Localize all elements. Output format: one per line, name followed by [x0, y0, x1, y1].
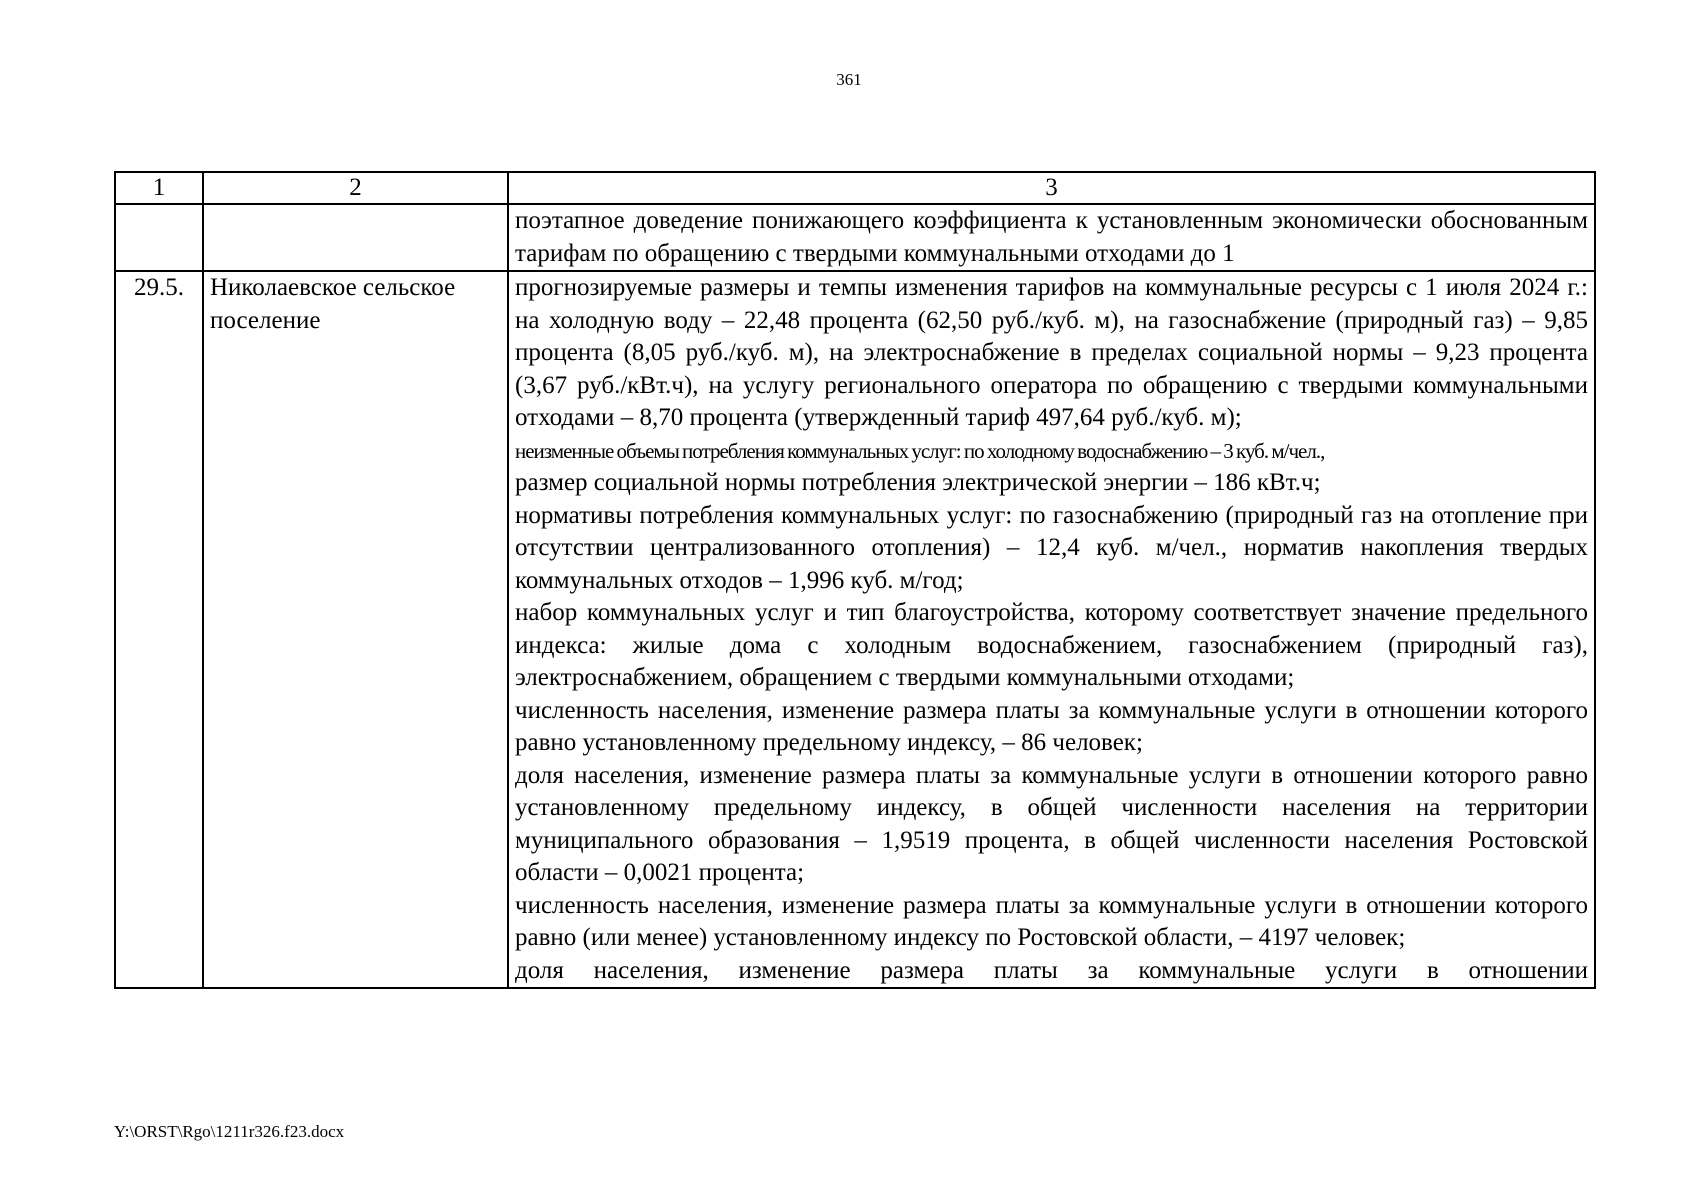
settlement-name: Николаевское сельское поселение: [203, 271, 508, 988]
paragraph-population-share-regional: доля населения, изменение размера платы за коммунальные услуги в отношении: [515, 956, 1588, 984]
header-col-3: 3: [508, 172, 1595, 204]
row-number: [115, 204, 203, 271]
paragraph-social-norm: размер социальной нормы потребления электрической энергии – 186 кВт.ч;: [515, 469, 1321, 496]
row-text: [508, 271, 1595, 988]
paragraph: поэтапное доведение понижающего коэффициента к установленным экономически обоснованным тарифам по обращению с твердыми коммунальными отходами до 1: [515, 207, 1588, 267]
tariff-table: [114, 171, 1596, 989]
paragraph-services-set: набор коммунальных услуг и тип благоустройства, которому соответствует значение предельного индекса: жилые дома с холодным водоснабжением, газоснабжением (природный газ), электроснабжением, обращением с твердыми коммунальными отходами;: [515, 599, 1588, 691]
settlement-name: [203, 204, 508, 271]
table-row-29-5: [115, 271, 1595, 988]
paragraph-population-share: доля населения, изменение размера платы за коммунальные услуги в отношении которого равно установленному предельному индексу, в общей численности населения на территории муниципального образования – 1,9519 процента, в общей численности населения Ростовской области – 0,0021 процента;: [515, 761, 1588, 886]
footer-file-path: Y:\ORST\Rgo\1211r326.f23.docx: [114, 1122, 345, 1141]
table-row-continuation: [115, 204, 1595, 271]
table-header-row: [115, 172, 1595, 204]
paragraph-volumes: неизменные объемы потребления коммунальных услуг: по холодному водоснабжению – 3 куб. м/чел.,: [515, 438, 1325, 463]
paragraph-norms: нормативы потребления коммунальных услуг: по газоснабжению (природный газ на отопление при отсутствии централизованного отопления) – 12,4 куб. м/чел., норматив накопления твердых коммунальных отходов – 1,996 куб. м/год;: [515, 501, 1588, 594]
paragraph-population-count-regional: численность населения, изменение размера платы за коммунальные услуги в отношении которого равно (или менее) установленному индексу по Ростовской области, – 4197 человек;: [515, 891, 1588, 951]
row-text: [508, 204, 1595, 271]
page-number: 361: [836, 70, 862, 89]
row-number: 29.5.: [115, 271, 203, 988]
paragraph-tariffs: прогнозируемые размеры и темпы изменения тарифов на коммунальные ресурсы с 1 июля 2024 г.: на холодную воду – 22,48 процента (62,50 руб./куб. м), на газоснабжение (природный газ) – 9,85 процента (8,05 руб./куб. м), на электроснабжение в пределах социальной нормы – 9,23 процента (3,67 руб./кВт.ч), на услугу регионального оператора по обращению с твердыми коммунальными отходами – 8,70 процента (утвержденный тариф 497,64 руб./куб. м);: [515, 274, 1588, 431]
header-col-1: 1: [115, 172, 203, 204]
paragraph-population-count: численность населения, изменение размера платы за коммунальные услуги в отношении которого равно установленному предельному индексу, – 86 человек;: [515, 696, 1588, 756]
header-col-2: 2: [203, 172, 508, 204]
